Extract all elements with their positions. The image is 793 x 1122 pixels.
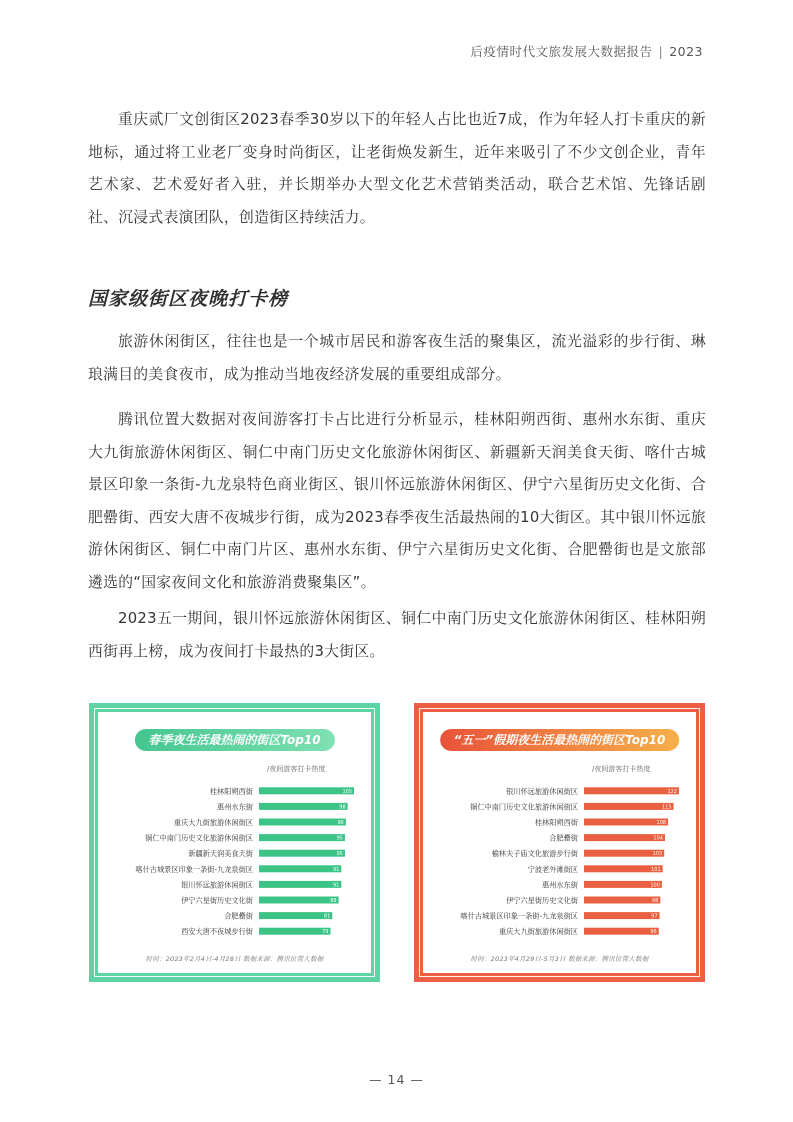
chart-footer: 时间：2023年2月4日-4月28日 数据来源：腾讯位置大数据 bbox=[145, 955, 324, 963]
chart-title: “五一”假期夜生活最热闹的街区Top10 bbox=[440, 729, 680, 751]
chart-title: 春季夜生活最热闹的街区Top10 bbox=[134, 729, 334, 751]
value-label: 122 bbox=[667, 788, 677, 795]
bar bbox=[259, 819, 346, 826]
value-label: 91 bbox=[332, 866, 340, 873]
bar bbox=[584, 787, 679, 794]
page-number: — 14 — bbox=[369, 1072, 424, 1087]
section-heading: 国家级街区夜晚打卡榜 bbox=[88, 288, 289, 310]
category-label: 合肥罍街 bbox=[549, 833, 578, 843]
bar bbox=[259, 850, 345, 857]
metric-label: /夜间游客打卡热度 bbox=[267, 765, 326, 773]
category-label: 伊宁六星街历史文化街 bbox=[506, 896, 578, 905]
mayday-top10-chart-card bbox=[414, 703, 705, 982]
value-label: 98 bbox=[651, 898, 659, 904]
category-label: 桂林阳朔西街 bbox=[209, 786, 253, 796]
category-label: 铜仁中南门历史文化旅游休闲街区 bbox=[470, 802, 578, 812]
category-label: 伊宁六星街历史文化街 bbox=[181, 896, 253, 905]
category-label: 西安大唐不夜城步行街 bbox=[181, 927, 253, 937]
value-label: 98 bbox=[339, 804, 346, 811]
category-label: 喀什古城景区印象一条街-九龙泉街区 bbox=[135, 864, 253, 874]
value-label: 105 bbox=[342, 788, 352, 795]
value-label: 95 bbox=[336, 835, 343, 842]
paragraph-top10-analysis: 腾讯位置大数据对夜间游客打卡占比进行分析显示，桂林阳朔西街、惠州水东街、重庆大九街旅游休闲街区、铜仁中南门历史文化旅游休闲街区、新疆新天润美食天街、喀什古城景区印象一条街-九龙泉特色商业街区、银川怀远旅游休闲街区、伊宁六星街历史文化街、合肥罍街、西安大唐不夜城步行街，成为2023春季夜生活最热闹的10大街区。其中银川怀远旅游休闲街区、铜仁中南门片区、惠州水东街、伊宁六星街历史文化街、合肥罍街也是文旅部遴选的“国家夜间文化和旅游消费聚集区”。 bbox=[88, 411, 706, 591]
header-separator: | bbox=[658, 44, 664, 59]
value-label: 103 bbox=[652, 851, 663, 858]
value-label: 104 bbox=[653, 835, 663, 842]
bar bbox=[259, 834, 345, 841]
category-label: 重庆大九街旅游休闲街区 bbox=[498, 927, 578, 937]
value-label: 96 bbox=[650, 929, 657, 936]
category-label: 桂林阳朔西街 bbox=[534, 818, 578, 827]
report-title: 后疫情时代文旅发展大数据报告 bbox=[470, 44, 653, 59]
bar bbox=[584, 819, 668, 826]
category-label: 新疆新天润美食天街 bbox=[188, 849, 253, 859]
paragraph-mayday: 2023五一期间，银川怀远旅游休闲街区、铜仁中南门历史文化旅游休闲街区、桂林阳朔西街再上榜，成为夜间打卡最热的3大街区。 bbox=[88, 610, 706, 660]
value-label: 108 bbox=[656, 820, 667, 826]
bar bbox=[259, 912, 332, 919]
bar bbox=[584, 897, 660, 904]
bar bbox=[259, 928, 330, 935]
category-label: 喀什古城景区印象一条街-九龙泉街区 bbox=[460, 911, 578, 921]
bar bbox=[259, 803, 348, 810]
value-label: 95 bbox=[336, 851, 343, 858]
value-label: 79 bbox=[322, 929, 329, 936]
metric-label: /夜间游客打卡热度 bbox=[592, 765, 651, 773]
category-label: 惠州水东街 bbox=[542, 880, 578, 890]
value-label: 91 bbox=[332, 882, 340, 889]
value-label: 88 bbox=[330, 898, 337, 904]
value-label: 96 bbox=[337, 820, 344, 826]
value-label: 97 bbox=[651, 913, 658, 920]
category-label: 榆林夫子庙文化旅游步行街 bbox=[491, 849, 578, 859]
spring-top10-chart-card bbox=[89, 703, 380, 982]
category-label: 银川怀远旅游休闲街区 bbox=[506, 786, 578, 796]
spring-bar-chart bbox=[99, 777, 372, 947]
bar bbox=[259, 865, 341, 872]
value-label: 100 bbox=[650, 882, 660, 889]
paragraph-night-economy: 旅游休闲街区，往往也是一个城市居民和游客夜生活的聚集区，流光溢彩的步行街、琳琅满目的美食夜市，成为推动当地夜经济发展的重要组成部分。 bbox=[88, 333, 706, 383]
category-label: 铜仁中南门历史文化旅游休闲街区 bbox=[145, 833, 253, 843]
value-label: 81 bbox=[323, 913, 331, 920]
report-year: 2023 bbox=[669, 44, 703, 59]
bar bbox=[584, 912, 660, 919]
bar bbox=[259, 897, 339, 904]
paragraph-chongqing-erchang: 重庆贰厂文创街区2023春季30岁以下的年轻人占比也近7成，作为年轻人打卡重庆的新地标，通过将工业老厂变身时尚街区，让老街焕发新生，近年来吸引了不少文创企业，青年艺术家、艺术爱好者入驻，并长期举办大型文化艺术营销类活动，联合艺术馆、先锋话剧社、沉浸式表演团队，创造街区持续活力。 bbox=[88, 111, 706, 226]
value-label: 115 bbox=[662, 804, 672, 811]
bar bbox=[584, 928, 659, 935]
category-label: 银川怀远旅游休闲街区 bbox=[181, 880, 253, 890]
running-header bbox=[470, 42, 703, 60]
value-label: 101 bbox=[651, 866, 661, 873]
bar bbox=[584, 803, 674, 810]
bar bbox=[259, 881, 341, 888]
chart-panel bbox=[98, 712, 371, 973]
mayday-bar-chart bbox=[424, 777, 697, 947]
category-label: 惠州水东街 bbox=[217, 802, 253, 812]
category-label: 合肥罍街 bbox=[224, 911, 253, 921]
chart-footer: 时间：2023年4月29日-5月3日 数据来源：腾讯位置大数据 bbox=[470, 955, 649, 963]
category-label: 宁波老外滩街区 bbox=[527, 864, 578, 874]
chart-panel bbox=[423, 712, 696, 973]
bar bbox=[259, 787, 354, 794]
category-label: 重庆大九街旅游休闲街区 bbox=[173, 818, 253, 827]
